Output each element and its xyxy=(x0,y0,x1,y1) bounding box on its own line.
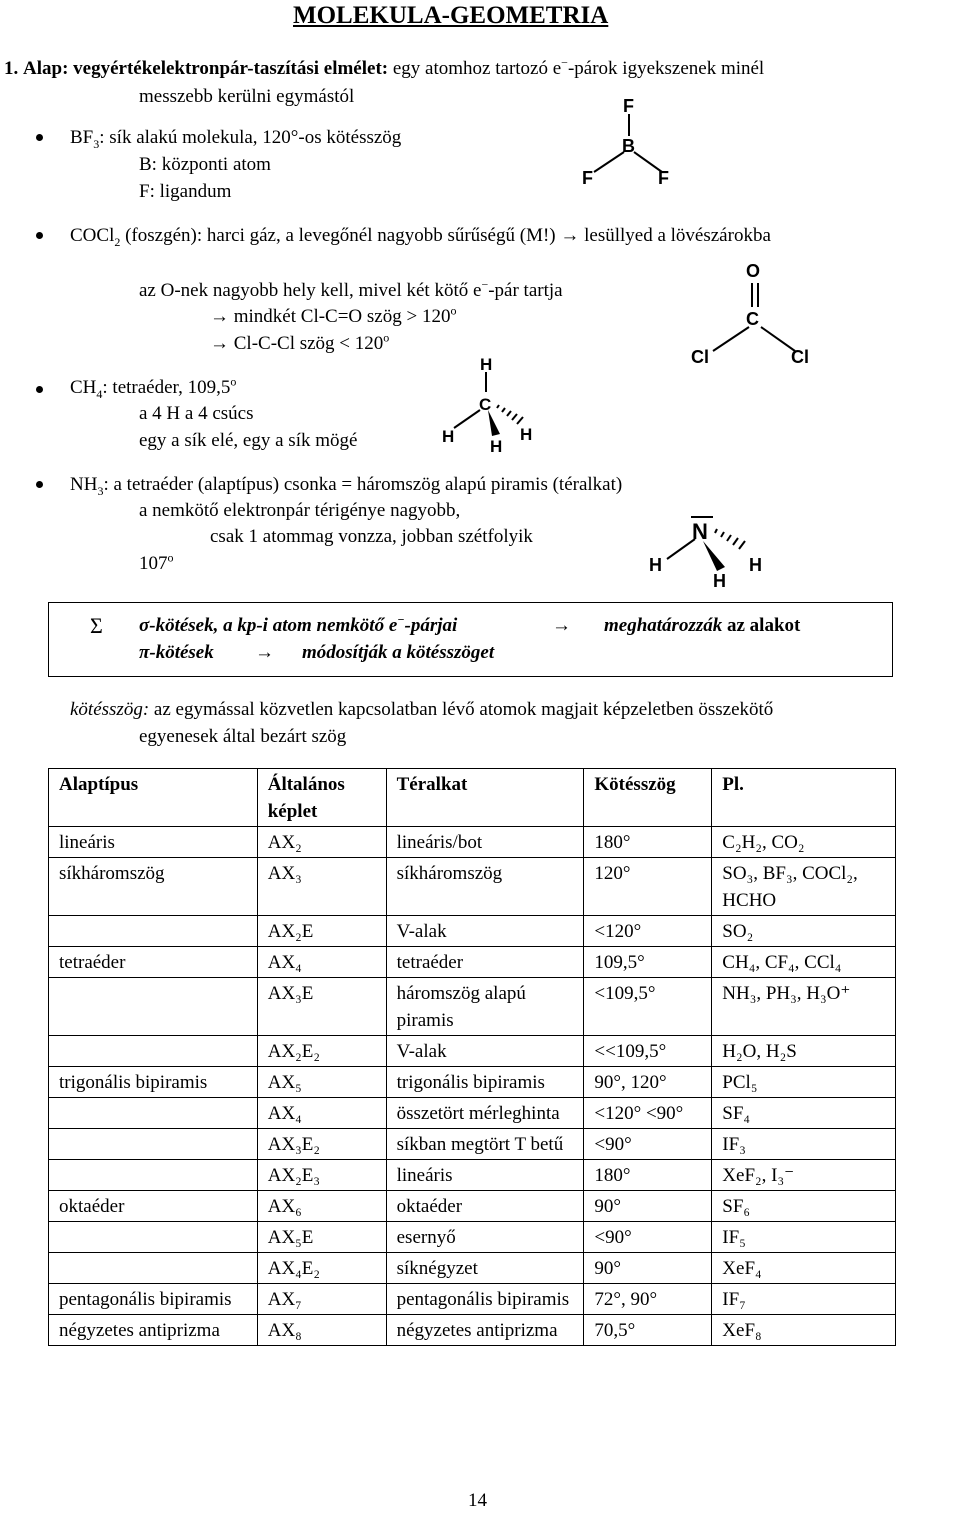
summary-box xyxy=(48,602,893,677)
table-cell: összetört mérleghinta xyxy=(386,1098,584,1129)
text: 107 xyxy=(139,553,168,574)
cocl2-line2 xyxy=(139,277,563,302)
table-cell: SF₄ xyxy=(712,1098,896,1129)
table-cell xyxy=(49,1036,258,1067)
table-cell: SO₂ xyxy=(712,916,896,947)
nh3-line3: csak 1 atommag vonzza, jobban szétfolyik xyxy=(210,526,533,547)
table-cell: négyzetes antiprizma xyxy=(386,1315,584,1346)
table-cell: PCl₅ xyxy=(712,1067,896,1098)
table-cell: trigonális bipiramis xyxy=(386,1067,584,1098)
table-cell: IF₅ xyxy=(712,1222,896,1253)
table-cell: AX₄ xyxy=(257,1098,386,1129)
text: → mindkét Cl-C=O szög > 120 xyxy=(210,306,451,327)
table-cell: AX₂ xyxy=(257,827,386,858)
table-cell: <<109,5° xyxy=(584,1036,712,1067)
column-header: Téralkat xyxy=(386,769,584,827)
table-cell: AX₅E xyxy=(257,1222,386,1253)
text: meghatározzák xyxy=(604,615,723,636)
section-1-line2: messzebb kerülni egymástól xyxy=(139,86,355,107)
column-header: Általános képlet xyxy=(257,769,386,827)
column-header: Alaptípus xyxy=(49,769,258,827)
table-cell: pentagonális bipiramis xyxy=(49,1284,258,1315)
table-cell: AX₆ xyxy=(257,1191,386,1222)
table-cell: 70,5° xyxy=(584,1315,712,1346)
ch4-line1 xyxy=(70,374,237,401)
section-1-intro xyxy=(4,55,765,80)
description: : sík alakú molekula, 120°-os kötésszög xyxy=(99,127,402,148)
table-cell: H₂O, H₂S xyxy=(712,1036,896,1067)
table-cell: 90° xyxy=(584,1253,712,1284)
table-cell: AX₂E xyxy=(257,916,386,947)
table-cell: négyzetes antiprizma xyxy=(49,1315,258,1346)
table-cell: 180° xyxy=(584,1160,712,1191)
minus-sign: − xyxy=(481,277,489,292)
table-cell: SF₆ xyxy=(712,1191,896,1222)
table-cell: IF₇ xyxy=(712,1284,896,1315)
cocl2-structure-diagram xyxy=(685,255,825,370)
summary-line1-left xyxy=(139,612,458,637)
section-heading: Alap: vegyértékelektronpár-taszítási elmélet: xyxy=(23,58,389,79)
formula: CH xyxy=(70,377,97,398)
subscript: 4 xyxy=(96,386,103,401)
table-cell: AX₅ xyxy=(257,1067,386,1098)
table-row xyxy=(49,858,896,916)
table-cell: IF₃ xyxy=(712,1129,896,1160)
table-cell: lineáris xyxy=(49,827,258,858)
description: : a tetraéder (alaptípus) csonka = háromszög alapú piramis (téralkat) xyxy=(103,474,623,495)
subscript: 3 xyxy=(93,136,100,151)
atom-label: C xyxy=(479,395,492,414)
geometry-table xyxy=(48,768,896,1346)
table-cell: <120° <90° xyxy=(584,1098,712,1129)
table-row xyxy=(49,978,896,1036)
atom-label: O xyxy=(746,261,761,281)
table-row xyxy=(49,1160,896,1191)
degree-sign: o xyxy=(167,550,174,565)
atom-label: N xyxy=(692,519,708,544)
atom-label: B xyxy=(622,136,635,156)
formula: NH xyxy=(70,474,98,495)
section-text-cont: -párok igyekszenek minél xyxy=(567,58,765,79)
table-cell xyxy=(49,1160,258,1191)
bf3-line2: B: központi atom xyxy=(139,154,271,175)
nh3-structure-diagram xyxy=(645,505,775,591)
table-cell: <90° xyxy=(584,1222,712,1253)
atom-label: Cl xyxy=(691,347,709,367)
table-cell: síkháromszög xyxy=(386,858,584,916)
table-cell xyxy=(49,1098,258,1129)
table-cell: AX₄ xyxy=(257,947,386,978)
table-cell: 180° xyxy=(584,827,712,858)
arrow-icon: → xyxy=(552,615,571,636)
table-cell: trigonális bipiramis xyxy=(49,1067,258,1098)
text: σ-kötések, a kp-i atom nemkötő e xyxy=(139,615,398,636)
definition-term: kötésszög: xyxy=(70,699,150,720)
table-cell: AX₂E₃ xyxy=(257,1160,386,1191)
table-cell xyxy=(49,1222,258,1253)
table-row xyxy=(49,1315,896,1346)
table-cell: 72°, 90° xyxy=(584,1284,712,1315)
table-cell: V-alak xyxy=(386,1036,584,1067)
column-header: Pl. xyxy=(712,769,896,827)
text: -párjai xyxy=(404,615,458,636)
section-text: egy atomhoz tartozó e xyxy=(388,58,562,79)
text: az egymással közvetlen kapcsolatban lévő atomok magjait képzeletben összekötő xyxy=(149,699,774,720)
arrow-icon: → xyxy=(255,642,274,663)
section-number: 1. xyxy=(4,58,19,79)
text: az alakot xyxy=(722,615,801,636)
table-cell: XeF₄ xyxy=(712,1253,896,1284)
table-cell: tetraéder xyxy=(49,947,258,978)
table-cell: háromszög alapú piramis xyxy=(386,978,584,1036)
table-cell: <109,5° xyxy=(584,978,712,1036)
atom-label: F xyxy=(623,96,634,116)
page-number: 14 xyxy=(468,1490,487,1511)
cocl2-line1 xyxy=(70,225,771,247)
bullet-icon xyxy=(36,134,43,141)
table-cell: síkban megtört T betű xyxy=(386,1129,584,1160)
degree-sign: o xyxy=(383,330,390,345)
table-row xyxy=(49,1129,896,1160)
definition-line1 xyxy=(70,699,773,721)
table-cell: <120° xyxy=(584,916,712,947)
subscript: 3 xyxy=(97,483,104,498)
description: : tetraéder, 109,5 xyxy=(102,377,231,398)
text: -pár tartja xyxy=(488,280,563,301)
table-row xyxy=(49,1191,896,1222)
bf3-line1 xyxy=(70,127,401,149)
column-header: Kötésszög xyxy=(584,769,712,827)
minus-sign: − xyxy=(561,55,568,70)
table-row xyxy=(49,1253,896,1284)
table-cell: AX₄E₂ xyxy=(257,1253,386,1284)
atom-label: H xyxy=(480,355,493,374)
table-cell: lineáris/bot xyxy=(386,827,584,858)
table-cell: AX₇ xyxy=(257,1284,386,1315)
table-cell: XeF₂, I₃⁻ xyxy=(712,1160,896,1191)
table-cell: CH₄, CF₄, CCl₄ xyxy=(712,947,896,978)
table-cell: oktaéder xyxy=(49,1191,258,1222)
table-cell: síkháromszög xyxy=(49,858,258,916)
summary-line1-right xyxy=(604,615,800,637)
degree-sign: o xyxy=(230,374,237,389)
atom-label: H xyxy=(749,555,762,575)
table-cell: <90° xyxy=(584,1129,712,1160)
table-cell: AX₃E₂ xyxy=(257,1129,386,1160)
table-header-row xyxy=(49,769,896,827)
subscript: 2 xyxy=(114,234,121,249)
bullet-icon xyxy=(36,481,43,488)
table-row xyxy=(49,1067,896,1098)
sigma-symbol: Σ xyxy=(90,613,103,638)
table-cell: NH₃, PH₃, H₃O⁺ xyxy=(712,978,896,1036)
text: → Cl-C-Cl szög < 120 xyxy=(210,333,384,354)
formula: BF xyxy=(70,127,94,148)
summary-line2-left: π-kötések xyxy=(139,642,214,663)
table-row xyxy=(49,827,896,858)
summary-line2-right: módosítják a kötésszöget xyxy=(302,642,495,663)
bf3-structure-diagram xyxy=(572,92,682,192)
minus-sign: − xyxy=(397,612,405,627)
table-cell xyxy=(49,978,258,1036)
table-cell: tetraéder xyxy=(386,947,584,978)
ch4-line3: egy a sík elé, egy a sík mögé xyxy=(139,430,358,451)
bf3-line3: F: ligandum xyxy=(139,181,232,202)
atom-label: H xyxy=(520,425,533,444)
table-cell: 109,5° xyxy=(584,947,712,978)
cocl2-line3 xyxy=(210,303,457,328)
bullet-icon xyxy=(36,232,43,239)
ch4-structure-diagram xyxy=(440,352,540,454)
cocl2-line4 xyxy=(210,330,390,355)
table-cell: C₂H₂, CO₂ xyxy=(712,827,896,858)
table-cell: síknégyzet xyxy=(386,1253,584,1284)
table-row xyxy=(49,1222,896,1253)
atom-label: H xyxy=(649,555,662,575)
table-cell xyxy=(49,1129,258,1160)
table-cell: 90°, 120° xyxy=(584,1067,712,1098)
table-cell: AX₃E xyxy=(257,978,386,1036)
degree-sign: o xyxy=(450,303,457,318)
table-cell: 90° xyxy=(584,1191,712,1222)
table-cell xyxy=(49,1253,258,1284)
nh3-line2: a nemkötő elektronpár térigénye nagyobb, xyxy=(139,500,461,521)
formula: COCl xyxy=(70,225,115,246)
atom-label: H xyxy=(442,427,455,446)
table-cell: pentagonális bipiramis xyxy=(386,1284,584,1315)
atom-label: F xyxy=(582,168,593,188)
table-cell: AX₈ xyxy=(257,1315,386,1346)
table-cell xyxy=(49,916,258,947)
atom-label: H xyxy=(713,571,726,591)
table-cell: lineáris xyxy=(386,1160,584,1191)
atom-label: Cl xyxy=(791,347,809,367)
text: az O-nek nagyobb hely kell, mivel két kötő e xyxy=(139,280,482,301)
table-cell: XeF₈ xyxy=(712,1315,896,1346)
table-row xyxy=(49,1098,896,1129)
atom-label: H xyxy=(490,437,503,454)
definition-line2: egyenesek által bezárt szög xyxy=(139,726,347,747)
page-title: MOLEKULA-GEOMETRIA xyxy=(293,2,609,29)
table-cell: SO₃, BF₃, COCl₂, HCHO xyxy=(712,858,896,916)
atom-label: F xyxy=(658,168,669,188)
table-cell: AX₃ xyxy=(257,858,386,916)
nh3-line1 xyxy=(70,474,622,496)
table-row xyxy=(49,1036,896,1067)
table-row xyxy=(49,947,896,978)
bullet-icon xyxy=(36,386,43,393)
table-row xyxy=(49,916,896,947)
nh3-line4 xyxy=(139,550,174,575)
description: (foszgén): harci gáz, a levegőnél nagyobb sűrűségű (M!) → lesüllyed a lövészárokba xyxy=(120,225,771,246)
table-cell: oktaéder xyxy=(386,1191,584,1222)
ch4-line2: a 4 H a 4 csúcs xyxy=(139,403,254,424)
table-cell: AX₂E₂ xyxy=(257,1036,386,1067)
table-cell: 120° xyxy=(584,858,712,916)
table-cell: esernyő xyxy=(386,1222,584,1253)
table-cell: V-alak xyxy=(386,916,584,947)
table-row xyxy=(49,1284,896,1315)
atom-label: C xyxy=(746,309,759,329)
